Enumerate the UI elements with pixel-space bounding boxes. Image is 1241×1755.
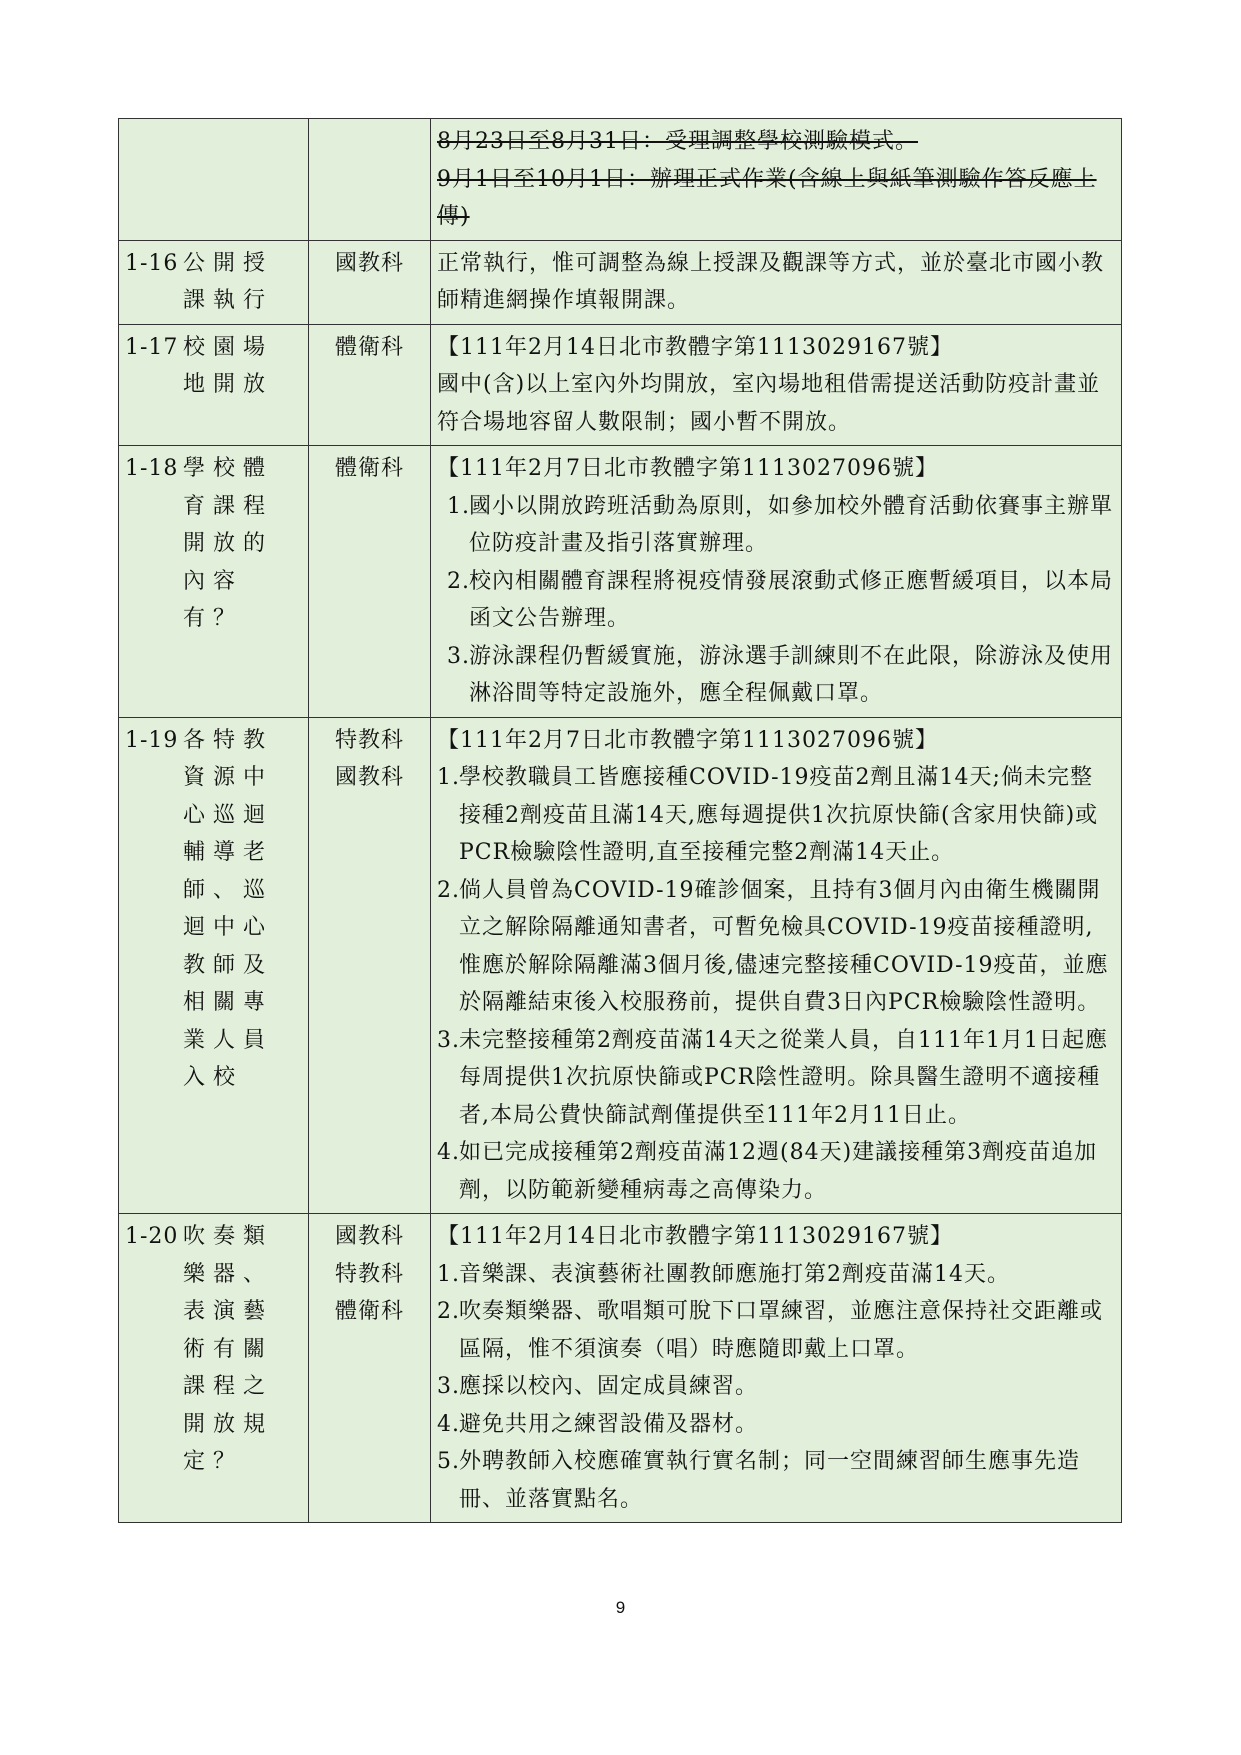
table-row [119,119,1122,241]
item-number: 1-18 [125,456,179,481]
content-cell [431,446,1122,718]
item-cell [119,1214,309,1523]
list-item: 4. 避免共用之練習設備及器材。 [437,1411,759,1437]
table-row [119,240,1122,324]
department: 體衛科 [334,1299,404,1324]
content-cell [431,324,1122,446]
department: 國教科 [334,765,404,790]
department: 特教科 [334,1261,404,1287]
item-cell [119,240,309,324]
item-title: 學校體育課程開放的內容有？ [183,456,274,631]
table-row [119,1214,1122,1523]
list-item: 1. 音樂課、表演藝術社團教師應施打第2劑疫苗滿14天。 [437,1261,1010,1287]
item-title: 各特教資源中心巡迴輔導老師、巡迴中心教師及相關專業人員入校 [183,727,274,1090]
list-item: 2. 吹奏類樂器、歌唱類可脫下口罩練習，並應注意保持社交距離或區隔，惟不須演奏（唱）時應隨即戴上口罩。 [437,1299,1104,1362]
list-item: 5. 外聘教師入校應確實執行實名制；同一空間練習師生應事先造冊、並落實點名。 [437,1449,1081,1512]
department: 國教科 [334,1224,404,1249]
struck-text: 8月23日至8月31日：受理調整學校測驗模式。 [437,129,918,154]
page-number: 9 [615,1598,626,1617]
item-title: 吹奏類樂器、表演藝術有關課程之開放規定？ [183,1224,274,1474]
document-reference: 【111年2月14日北市教體字第1113029167號】 [437,1224,953,1249]
department: 體衛科 [334,456,404,481]
list-item: 3. 游泳課程仍暫緩實施，游泳選手訓練則不在此限，除游泳及使用淋浴間等特定設施外，應全程佩戴口罩。 [447,643,1114,706]
document-reference: 【111年2月7日北市教體字第1113027096號】 [437,727,938,753]
list-item: 2. 校內相關體育課程將視疫情發展滾動式修正應暫緩項目，以本局函文公告辦理。 [447,568,1114,631]
item-title: 公開授課執行 [183,250,274,313]
list-item: 3. 未完整接種第2劑疫苗滿14天之從業人員，自111年1月1日起應每周提供1次抗原快篩或PCR陰性證明。除具醫生證明不適接種者,本局公費快篩試劑僅提供至111年2月11日止。 [437,1027,1108,1128]
item-cell [119,119,309,241]
department: 特教科 [334,727,404,753]
list-item: 4. 如已完成接種第2劑疫苗滿12週(84天)建議接種第3劑疫苗追加劑，以防範新變種病毒之高傳染力。 [437,1140,1098,1203]
list-item: 3. 應採以校內、固定成員練習。 [437,1374,759,1399]
dept-cell [309,119,431,241]
content-cell [431,717,1122,1214]
dept-cell [309,717,431,1214]
item-cell [119,324,309,446]
content-text: 國中(含)以上室內外均開放，室內場地租借需提送活動防疫計畫並符合場地容留人數限制；國小暫不開放。 [437,372,1101,435]
content-cell [431,1214,1122,1523]
content-cell [431,240,1122,324]
content-cell [431,119,1122,241]
list-item: 1. 國小以開放跨班活動為原則，如參加校外體育活動依賽事主辦單位防疫計畫及指引落實辦理。 [447,493,1114,556]
department: 國教科 [334,250,404,276]
item-cell [119,717,309,1214]
dept-cell [309,446,431,718]
department: 體衛科 [334,334,404,360]
item-number: 1-20 [125,1224,179,1249]
list-item: 1. 學校教職員工皆應接種COVID-19疫苗2劑且滿14天;倘未完整接種2劑疫苗且滿14天,應每週提供1次抗原快篩(含家用快篩)或PCR檢驗陰性證明,直至接種完整2劑滿14天止。 [437,765,1099,865]
regulation-table [118,118,1122,1523]
item-number: 1-19 [125,727,179,753]
dept-cell [309,324,431,446]
document-reference: 【111年2月7日北市教體字第1113027096號】 [437,456,938,481]
dept-cell [309,1214,431,1523]
struck-text: 9月1日至10月1日：辦理正式作業(含線上與紙筆測驗作答反應上傳) [437,166,1097,229]
table-row [119,446,1122,718]
table-row [119,717,1122,1214]
item-number: 1-17 [125,334,179,360]
item-cell [119,446,309,718]
dept-cell [309,240,431,324]
item-number: 1-16 [125,250,179,276]
list-item: 2. 倘人員曾為COVID-19確診個案，且持有3個月內由衛生機關開立之解除隔離通知書者，可暫免檢具COVID-19疫苗接種證明,惟應於解除隔離滿3個月後,儘速完整接種COVID-19疫苗，並應於隔離結束後入校服務前，提供自費3日內PCR檢驗陰性證明。 [437,877,1109,1015]
item-title: 校園場地開放 [183,334,274,397]
document-reference: 【111年2月14日北市教體字第1113029167號】 [437,334,953,360]
table-row [119,324,1122,446]
content-text: 正常執行，惟可調整為線上授課及觀課等方式，並於臺北市國小教師精進網操作填報開課。 [437,250,1105,313]
